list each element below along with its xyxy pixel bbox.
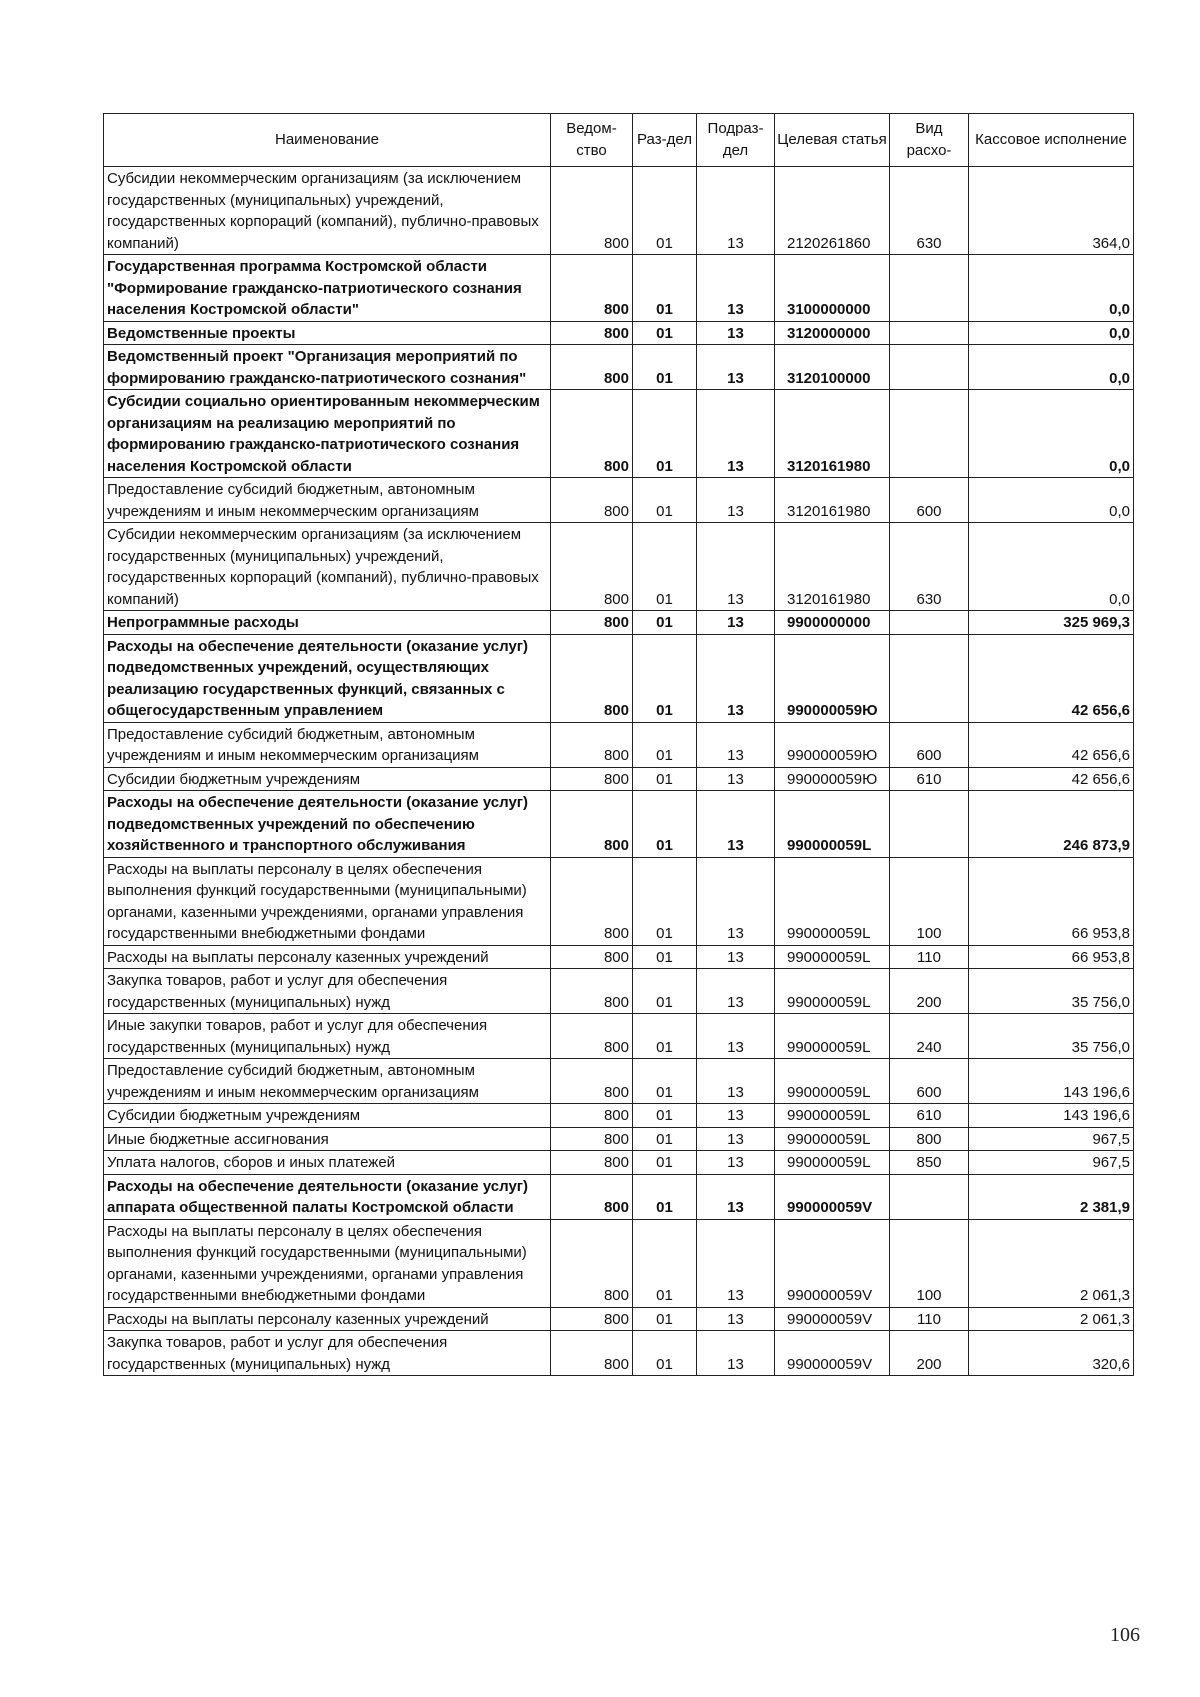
- cell-kassovoe-ispolnenie: 0,0: [969, 255, 1134, 322]
- cell-podrazdel: 13: [697, 390, 775, 478]
- table-row: [104, 611, 1134, 635]
- cell-name: Субсидии социально ориентированным некоммерческим организациям на реализацию мероприятий по формированию гражданско-патриотического сознания населения Костромской области: [104, 390, 551, 478]
- cell-razdel: 01: [633, 1219, 697, 1307]
- cell-kassovoe-ispolnenie: 42 656,6: [969, 722, 1134, 767]
- cell-celevaya-statya: 990000059V: [775, 1219, 890, 1307]
- cell-podrazdel: 13: [697, 1331, 775, 1376]
- cell-vedomstvo: 800: [551, 945, 633, 969]
- header-vedomstvo: Ведом-ство: [551, 114, 633, 167]
- cell-podrazdel: 13: [697, 523, 775, 611]
- cell-celevaya-statya: 990000059L: [775, 969, 890, 1014]
- cell-vid-rashoda: 600: [890, 1059, 969, 1104]
- cell-podrazdel: 13: [697, 634, 775, 722]
- cell-name: Расходы на обеспечение деятельности (оказание услуг) подведомственных учреждений по обеспечению хозяйственного и транспортного обслуживания: [104, 791, 551, 858]
- cell-celevaya-statya: 990000059V: [775, 1307, 890, 1331]
- cell-vid-rashoda: 600: [890, 478, 969, 523]
- cell-vedomstvo: 800: [551, 1104, 633, 1128]
- cell-kassovoe-ispolnenie: 0,0: [969, 345, 1134, 390]
- cell-name: Расходы на обеспечение деятельности (оказание услуг) подведомственных учреждений, осуществляющих реализацию государственных функций, связанных с общегосударственным управлением: [104, 634, 551, 722]
- cell-vid-rashoda: 850: [890, 1151, 969, 1175]
- header-razdel: Раз-дел: [633, 114, 697, 167]
- table-row: [104, 1219, 1134, 1307]
- header-vid-rashoda: Вид расхо-: [890, 114, 969, 167]
- cell-celevaya-statya: 3120161980: [775, 390, 890, 478]
- cell-podrazdel: 13: [697, 1174, 775, 1219]
- cell-celevaya-statya: 990000059L: [775, 857, 890, 945]
- cell-name: Предоставление субсидий бюджетным, автономным учреждениям и иным некоммерческим организациям: [104, 722, 551, 767]
- cell-kassovoe-ispolnenie: 35 756,0: [969, 1014, 1134, 1059]
- cell-celevaya-statya: 990000059Ю: [775, 767, 890, 791]
- cell-vid-rashoda: 200: [890, 1331, 969, 1376]
- cell-celevaya-statya: 3120161980: [775, 523, 890, 611]
- cell-kassovoe-ispolnenie: 2 061,3: [969, 1219, 1134, 1307]
- cell-vedomstvo: 800: [551, 478, 633, 523]
- cell-kassovoe-ispolnenie: 364,0: [969, 167, 1134, 255]
- cell-name: Иные закупки товаров, работ и услуг для обеспечения государственных (муниципальных) нужд: [104, 1014, 551, 1059]
- cell-celevaya-statya: 990000059L: [775, 791, 890, 858]
- cell-celevaya-statya: 9900000000: [775, 611, 890, 635]
- cell-vedomstvo: 800: [551, 722, 633, 767]
- cell-vedomstvo: 800: [551, 857, 633, 945]
- cell-podrazdel: 13: [697, 478, 775, 523]
- cell-podrazdel: 13: [697, 1104, 775, 1128]
- cell-vid-rashoda: 110: [890, 1307, 969, 1331]
- cell-podrazdel: 13: [697, 791, 775, 858]
- cell-celevaya-statya: 3100000000: [775, 255, 890, 322]
- cell-vid-rashoda: 610: [890, 767, 969, 791]
- cell-name: Предоставление субсидий бюджетным, автономным учреждениям и иным некоммерческим организациям: [104, 1059, 551, 1104]
- cell-razdel: 01: [633, 1151, 697, 1175]
- cell-podrazdel: 13: [697, 945, 775, 969]
- cell-kassovoe-ispolnenie: 320,6: [969, 1331, 1134, 1376]
- cell-vid-rashoda: 630: [890, 523, 969, 611]
- cell-vedomstvo: 800: [551, 634, 633, 722]
- cell-podrazdel: 13: [697, 167, 775, 255]
- cell-podrazdel: 13: [697, 767, 775, 791]
- cell-vedomstvo: 800: [551, 1151, 633, 1175]
- cell-razdel: 01: [633, 1059, 697, 1104]
- cell-razdel: 01: [633, 345, 697, 390]
- cell-razdel: 01: [633, 611, 697, 635]
- table-row: [104, 1331, 1134, 1376]
- cell-razdel: 01: [633, 1127, 697, 1151]
- cell-celevaya-statya: 990000059L: [775, 1014, 890, 1059]
- table-row: [104, 1174, 1134, 1219]
- cell-kassovoe-ispolnenie: 0,0: [969, 321, 1134, 345]
- cell-vedomstvo: 800: [551, 1059, 633, 1104]
- cell-podrazdel: 13: [697, 345, 775, 390]
- cell-celevaya-statya: 990000059Ю: [775, 722, 890, 767]
- cell-razdel: 01: [633, 1014, 697, 1059]
- cell-name: Субсидии некоммерческим организациям (за исключением государственных (муниципальных) учреждений, государственных корпораций (компаний), публично-правовых компаний): [104, 523, 551, 611]
- table-row: [104, 1014, 1134, 1059]
- cell-vedomstvo: 800: [551, 523, 633, 611]
- cell-kassovoe-ispolnenie: 143 196,6: [969, 1059, 1134, 1104]
- cell-vedomstvo: 800: [551, 611, 633, 635]
- cell-vedomstvo: 800: [551, 1331, 633, 1376]
- table-row: [104, 1059, 1134, 1104]
- cell-podrazdel: 13: [697, 857, 775, 945]
- cell-razdel: 01: [633, 791, 697, 858]
- cell-vid-rashoda: 200: [890, 969, 969, 1014]
- table-body: [104, 167, 1134, 1376]
- cell-razdel: 01: [633, 321, 697, 345]
- cell-name: Иные бюджетные ассигнования: [104, 1127, 551, 1151]
- cell-name: Расходы на выплаты персоналу в целях обеспечения выполнения функций государственными (муниципальными) органами, казенными учреждениями, органами управления государственными внебюджетными фондами: [104, 1219, 551, 1307]
- cell-name: Расходы на выплаты персоналу казенных учреждений: [104, 1307, 551, 1331]
- cell-celevaya-statya: 990000059L: [775, 1104, 890, 1128]
- cell-vedomstvo: 800: [551, 1307, 633, 1331]
- cell-vedomstvo: 800: [551, 767, 633, 791]
- cell-razdel: 01: [633, 1331, 697, 1376]
- cell-podrazdel: 13: [697, 1127, 775, 1151]
- cell-vid-rashoda: 610: [890, 1104, 969, 1128]
- cell-name: Расходы на выплаты персоналу казенных учреждений: [104, 945, 551, 969]
- cell-kassovoe-ispolnenie: 35 756,0: [969, 969, 1134, 1014]
- budget-execution-table: [103, 113, 1134, 1376]
- cell-kassovoe-ispolnenie: 2 061,3: [969, 1307, 1134, 1331]
- header-name: Наименование: [104, 114, 551, 167]
- table-row: [104, 857, 1134, 945]
- cell-vedomstvo: 800: [551, 390, 633, 478]
- table-row: [104, 1127, 1134, 1151]
- cell-razdel: 01: [633, 1104, 697, 1128]
- cell-name: Субсидии некоммерческим организациям (за исключением государственных (муниципальных) учреждений, государственных корпораций (компаний), публично-правовых компаний): [104, 167, 551, 255]
- cell-celevaya-statya: 3120000000: [775, 321, 890, 345]
- cell-vid-rashoda: 630: [890, 167, 969, 255]
- cell-vedomstvo: 800: [551, 167, 633, 255]
- cell-vedomstvo: 800: [551, 345, 633, 390]
- cell-vid-rashoda: [890, 791, 969, 858]
- table-row: [104, 722, 1134, 767]
- cell-kassovoe-ispolnenie: 246 873,9: [969, 791, 1134, 858]
- cell-name: Закупка товаров, работ и услуг для обеспечения государственных (муниципальных) нужд: [104, 1331, 551, 1376]
- cell-podrazdel: 13: [697, 321, 775, 345]
- cell-razdel: 01: [633, 478, 697, 523]
- cell-name: Закупка товаров, работ и услуг для обеспечения государственных (муниципальных) нужд: [104, 969, 551, 1014]
- cell-vid-rashoda: 800: [890, 1127, 969, 1151]
- cell-podrazdel: 13: [697, 1219, 775, 1307]
- cell-vid-rashoda: [890, 634, 969, 722]
- cell-vedomstvo: 800: [551, 1127, 633, 1151]
- cell-razdel: 01: [633, 167, 697, 255]
- cell-razdel: 01: [633, 634, 697, 722]
- cell-celevaya-statya: 990000059L: [775, 1151, 890, 1175]
- cell-kassovoe-ispolnenie: 0,0: [969, 478, 1134, 523]
- cell-name: Субсидии бюджетным учреждениям: [104, 1104, 551, 1128]
- cell-celevaya-statya: 990000059V: [775, 1331, 890, 1376]
- table-row: [104, 945, 1134, 969]
- cell-podrazdel: 13: [697, 611, 775, 635]
- cell-vid-rashoda: 100: [890, 857, 969, 945]
- header-kassovoe-ispolnenie: Кассовое исполнение: [969, 114, 1134, 167]
- cell-vedomstvo: 800: [551, 255, 633, 322]
- cell-name: Расходы на выплаты персоналу в целях обеспечения выполнения функций государственными (муниципальными) органами, казенными учреждениями, органами управления государственными внебюджетными фондами: [104, 857, 551, 945]
- cell-vedomstvo: 800: [551, 969, 633, 1014]
- cell-razdel: 01: [633, 945, 697, 969]
- cell-vid-rashoda: [890, 321, 969, 345]
- cell-celevaya-statya: 990000059L: [775, 1059, 890, 1104]
- table-row: [104, 791, 1134, 858]
- cell-name: Предоставление субсидий бюджетным, автономным учреждениям и иным некоммерческим организациям: [104, 478, 551, 523]
- cell-kassovoe-ispolnenie: 143 196,6: [969, 1104, 1134, 1128]
- cell-name: Ведомственные проекты: [104, 321, 551, 345]
- cell-name: Непрограммные расходы: [104, 611, 551, 635]
- cell-kassovoe-ispolnenie: 0,0: [969, 523, 1134, 611]
- cell-vedomstvo: 800: [551, 1174, 633, 1219]
- cell-kassovoe-ispolnenie: 42 656,6: [969, 767, 1134, 791]
- cell-kassovoe-ispolnenie: 66 953,8: [969, 945, 1134, 969]
- cell-celevaya-statya: 990000059L: [775, 1127, 890, 1151]
- cell-vid-rashoda: 100: [890, 1219, 969, 1307]
- cell-podrazdel: 13: [697, 1151, 775, 1175]
- cell-vid-rashoda: [890, 255, 969, 322]
- cell-kassovoe-ispolnenie: 325 969,3: [969, 611, 1134, 635]
- page-number: 106: [1110, 1624, 1140, 1646]
- cell-name: Уплата налогов, сборов и иных платежей: [104, 1151, 551, 1175]
- cell-podrazdel: 13: [697, 255, 775, 322]
- cell-vid-rashoda: 600: [890, 722, 969, 767]
- cell-celevaya-statya: 990000059Ю: [775, 634, 890, 722]
- cell-name: Расходы на обеспечение деятельности (оказание услуг) аппарата общественной палаты Костромской области: [104, 1174, 551, 1219]
- table-row: [104, 523, 1134, 611]
- table-row: [104, 634, 1134, 722]
- cell-razdel: 01: [633, 857, 697, 945]
- cell-razdel: 01: [633, 969, 697, 1014]
- cell-podrazdel: 13: [697, 969, 775, 1014]
- cell-razdel: 01: [633, 767, 697, 791]
- cell-vid-rashoda: 240: [890, 1014, 969, 1059]
- cell-celevaya-statya: 2120261860: [775, 167, 890, 255]
- cell-celevaya-statya: 990000059V: [775, 1174, 890, 1219]
- cell-razdel: 01: [633, 255, 697, 322]
- table-row: [104, 1104, 1134, 1128]
- cell-vid-rashoda: [890, 345, 969, 390]
- cell-kassovoe-ispolnenie: 42 656,6: [969, 634, 1134, 722]
- cell-vedomstvo: 800: [551, 1014, 633, 1059]
- cell-celevaya-statya: 990000059L: [775, 945, 890, 969]
- cell-vedomstvo: 800: [551, 791, 633, 858]
- cell-razdel: 01: [633, 390, 697, 478]
- table-row: [104, 767, 1134, 791]
- table-row: [104, 969, 1134, 1014]
- cell-vedomstvo: 800: [551, 1219, 633, 1307]
- cell-razdel: 01: [633, 722, 697, 767]
- cell-name: Субсидии бюджетным учреждениям: [104, 767, 551, 791]
- table-row: [104, 321, 1134, 345]
- table-header-row: [104, 114, 1134, 167]
- cell-podrazdel: 13: [697, 1014, 775, 1059]
- cell-kassovoe-ispolnenie: 2 381,9: [969, 1174, 1134, 1219]
- table-row: [104, 345, 1134, 390]
- cell-kassovoe-ispolnenie: 967,5: [969, 1127, 1134, 1151]
- cell-vid-rashoda: [890, 611, 969, 635]
- cell-podrazdel: 13: [697, 722, 775, 767]
- table-row: [104, 1307, 1134, 1331]
- cell-kassovoe-ispolnenie: 967,5: [969, 1151, 1134, 1175]
- cell-vedomstvo: 800: [551, 321, 633, 345]
- cell-kassovoe-ispolnenie: 66 953,8: [969, 857, 1134, 945]
- cell-celevaya-statya: 3120161980: [775, 478, 890, 523]
- cell-name: Ведомственный проект "Организация мероприятий по формированию гражданско-патриотического сознания": [104, 345, 551, 390]
- cell-podrazdel: 13: [697, 1059, 775, 1104]
- cell-vid-rashoda: 110: [890, 945, 969, 969]
- cell-podrazdel: 13: [697, 1307, 775, 1331]
- cell-vid-rashoda: [890, 390, 969, 478]
- cell-vid-rashoda: [890, 1174, 969, 1219]
- header-podrazdel: Подраз-дел: [697, 114, 775, 167]
- cell-razdel: 01: [633, 1307, 697, 1331]
- cell-razdel: 01: [633, 523, 697, 611]
- cell-razdel: 01: [633, 1174, 697, 1219]
- table-row: [104, 167, 1134, 255]
- table-row: [104, 255, 1134, 322]
- header-celevaya-statya: Целевая статья: [775, 114, 890, 167]
- table-row: [104, 478, 1134, 523]
- cell-name: Государственная программа Костромской области "Формирование гражданско-патриотического сознания населения Костромской области": [104, 255, 551, 322]
- table-row: [104, 390, 1134, 478]
- cell-kassovoe-ispolnenie: 0,0: [969, 390, 1134, 478]
- table-row: [104, 1151, 1134, 1175]
- cell-celevaya-statya: 3120100000: [775, 345, 890, 390]
